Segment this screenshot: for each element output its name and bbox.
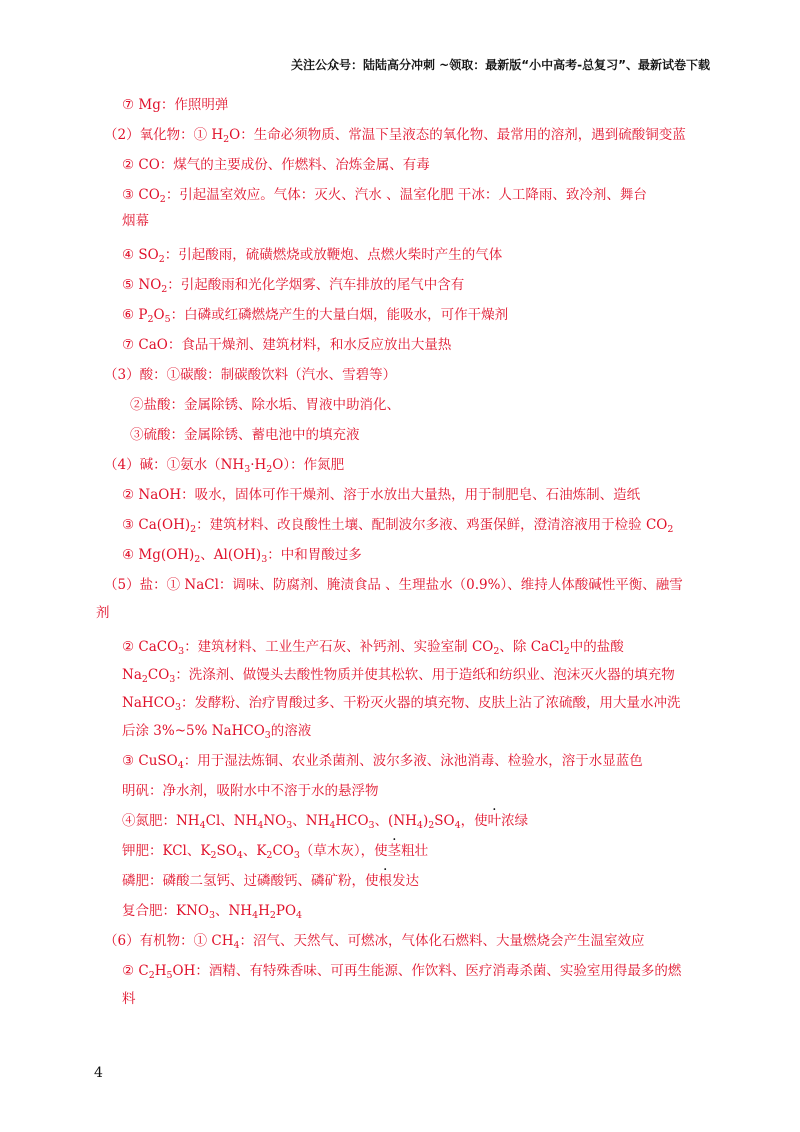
subscript: 2 (147, 314, 154, 325)
subscript: 3 (208, 910, 215, 921)
text-run: OH：酒精、有特殊香味、可再生能源、作饮料、医疗消毒杀菌、实验室用得最多的燃 (172, 963, 682, 979)
text-line (122, 989, 136, 1009)
subscript: 2 (269, 910, 276, 921)
subscript: 3 (293, 850, 300, 861)
subscript: 4 (233, 940, 240, 951)
text-run: ) (422, 813, 429, 829)
text-run: （4）碱：①氨水（NH (104, 457, 245, 473)
text-run: （5）盐：① NaCl：调味、防腐剂、腌渍食品 、生理盐水（0.9%）、维持人体酸碱性平衡、融雪 (104, 577, 683, 593)
subscript: 2 (667, 524, 674, 535)
subscript: 2 (266, 464, 273, 475)
text-line (122, 693, 681, 713)
subscript: 2 (148, 970, 155, 981)
subscript: 2 (159, 194, 166, 205)
subscript: 4 (257, 820, 264, 831)
emphasis-dot-char: 茎 (387, 843, 402, 859)
text-run: ：发酵粉、治疗胃酸过多、干粉灭火器的填充物、皮肤上沾了浓硫酸，用大量水冲洗 (181, 695, 681, 711)
subscript: 3 (175, 702, 182, 713)
text-line (122, 545, 362, 565)
text-run: ⑦ CaO：食品干燥剂、建筑材料，和水反应放出大量热 (122, 337, 452, 353)
text-run: ·H (250, 457, 267, 473)
text-run: SO (216, 843, 237, 859)
text-run: 、NH (214, 903, 253, 919)
text-line (122, 305, 508, 325)
text-run: 、除 CaCl (499, 639, 564, 655)
subscript: 2 (161, 284, 168, 295)
subscript: 3 (178, 646, 185, 657)
text-line (122, 841, 428, 861)
subscript: 4 (296, 910, 303, 921)
subscript: 3 (169, 674, 176, 685)
text-run: ④氮肥：NH (122, 813, 200, 829)
text-run: ② C (122, 963, 149, 979)
text-line (96, 603, 110, 623)
text-run: 钾肥：KCl、K (122, 843, 211, 859)
text-run: 、Al(OH) (200, 547, 262, 563)
text-line (122, 245, 502, 265)
text-run: ② CO：煤气的主要成份、作燃料、冶炼金属、有毒 (122, 157, 430, 173)
text-run: ：作照明弹 (160, 97, 229, 113)
subscript: 4 (454, 820, 461, 831)
text-run: ：引起温室效应。气体：灭火、汽水 、温室化肥 干冰：人工降雨、致冷剂、舞台 (165, 187, 647, 203)
text-run: ⑤ NO (122, 277, 162, 293)
text-run: 料 (122, 991, 136, 1007)
text-line (122, 211, 149, 231)
subscript: 3 (286, 820, 293, 831)
text-run: 粗壮 (401, 843, 429, 859)
text-run: 剂 (96, 605, 110, 621)
text-run: ：用于湿法炼铜、农业杀菌剂、波尔多液、泳池消毒、检验水，溶于水显蓝色 (183, 753, 643, 769)
page-number: 4 (94, 1065, 103, 1081)
text-run: （6）有机物：① CH (104, 933, 234, 949)
text-run: ：中和胃酸过多 (267, 547, 362, 563)
text-run: CO (147, 667, 170, 683)
text-line (122, 721, 311, 741)
text-run: NO (263, 813, 287, 829)
text-line (122, 871, 419, 891)
subscript: 3 (264, 730, 271, 741)
subscript: 4 (252, 910, 259, 921)
text-run: O (153, 307, 165, 323)
text-line (130, 395, 400, 415)
subscript: 2 (493, 646, 500, 657)
subscript: 2 (223, 134, 230, 145)
subscript: 2 (141, 674, 148, 685)
text-run: ：引起酸雨，硫磺燃烧或放鞭炮、点燃火柴时产生的气体 (164, 247, 503, 263)
text-run: ③ CO (122, 187, 160, 203)
text-line (104, 125, 686, 145)
text-line (122, 185, 647, 205)
text-line (122, 901, 302, 921)
text-run: SO (434, 813, 455, 829)
text-run: 明矾：净水剂，吸附水中不溶于水的悬浮物 (122, 783, 379, 799)
emphasis-dot-char: 根 (378, 873, 392, 889)
subscript: 2 (194, 554, 201, 565)
text-run: ② NaOH：吸水，固体可作干燥剂、溶于水放出大量热，用于制肥皂、石油炼制、造纸 (122, 487, 641, 503)
text-run: O）：作氮肥 (272, 457, 345, 473)
text-run: ④ Mg(OH) (122, 547, 195, 563)
text-run: O：生命必须物质、常温下呈液态的氧化物、最常用的溶剂，遇到硫酸铜变蓝 (229, 127, 686, 143)
text-line (122, 335, 451, 355)
text-run: ③ Ca(OH) (122, 517, 191, 533)
text-line (130, 425, 360, 445)
text-run: H (154, 963, 167, 979)
text-run: Na (122, 667, 142, 683)
text-line (122, 637, 624, 657)
text-line (122, 751, 643, 771)
text-run: 后涂 3%~5% NaHCO (122, 723, 265, 739)
text-line (122, 95, 228, 115)
subscript: 2 (190, 524, 197, 535)
text-run: 、NH (292, 813, 330, 829)
text-run: HCO (335, 813, 369, 829)
subscript: 2 (563, 646, 570, 657)
subscript: 2 (428, 820, 435, 831)
text-run: ：建筑材料、改良酸性土壤、配制波尔多液、鸡蛋保鲜，澄清溶液用于检验 CO (196, 517, 668, 533)
subscript: 3 (368, 820, 375, 831)
text-run: ，使 (460, 813, 488, 829)
subscript: 3 (261, 554, 268, 565)
text-run: 烟幕 (122, 213, 149, 229)
text-run: ②盐酸：金属除锈、除水垢、胃液中助消化、 (130, 397, 400, 413)
text-run: ：白磷或红磷燃烧产生的大量白烟，能吸水，可作干燥剂 (170, 307, 509, 323)
text-run: ③ CuSO (122, 753, 178, 769)
text-run: 的溶液 (270, 723, 312, 739)
subscript: 2 (158, 254, 165, 265)
subscript: 5 (164, 314, 171, 325)
text-line (122, 485, 640, 505)
text-run: 浓绿 (501, 813, 529, 829)
subscript: 4 (236, 850, 243, 861)
text-run: （3）酸：①碳酸：制碳酸饮料（汽水、雪碧等） (104, 367, 397, 383)
text-run: ③硫酸：金属除锈、蓄电池中的填充液 (130, 427, 360, 443)
text-run: CO (272, 843, 294, 859)
emphasis-dot-char: 叶 (487, 813, 502, 829)
text-run: PO (275, 903, 297, 919)
text-run: ：沼气、天然气、可燃冰，气体化石燃料、大量燃烧会产生温室效应 (239, 933, 645, 949)
text-line (104, 575, 683, 595)
text-run: ⑦ Mg (122, 97, 161, 113)
subscript: 2 (266, 850, 273, 861)
text-line (122, 961, 681, 981)
text-line (104, 455, 344, 475)
text-line (122, 515, 673, 535)
text-run: 、(NH (374, 813, 417, 829)
text-run: 磷肥：磷酸二氢钙、过磷酸钙、磷矿粉，使 (122, 873, 379, 889)
text-run: 复合肥：KNO (122, 903, 209, 919)
subscript: 4 (416, 820, 423, 831)
text-run: （2）氧化物：① H (104, 127, 224, 143)
subscript: 4 (177, 760, 184, 771)
text-run: （草木灰），使 (299, 843, 388, 859)
text-line (122, 275, 464, 295)
text-line (104, 365, 396, 385)
subscript: 4 (199, 820, 206, 831)
text-run: H (258, 903, 270, 919)
text-line (122, 781, 379, 801)
text-run: ④ SO (122, 247, 159, 263)
text-run: Cl、NH (205, 813, 258, 829)
text-line (122, 811, 528, 831)
text-line (122, 155, 430, 175)
text-line (104, 931, 645, 951)
text-run: ⑥ P (122, 307, 148, 323)
text-run: ：洗涤剂、做馒头去酸性物质并使其松软、用于造纸和纺织业、泡沫灭火器的填充物 (175, 667, 675, 683)
page-header: 关注公众号：陆陆高分冲刺 ~领取：最新版“小中高考-总复习”、最新试卷下载 (291, 58, 710, 72)
text-run: 、K (242, 843, 267, 859)
text-run: ② CaCO (122, 639, 179, 655)
text-run: 中的盐酸 (569, 639, 624, 655)
text-line (122, 665, 675, 685)
text-run: ：引起酸雨和光化学烟雾、汽车排放的尾气中含有 (167, 277, 465, 293)
subscript: 3 (244, 464, 251, 475)
text-run: NaHCO (122, 695, 176, 711)
subscript: 4 (329, 820, 336, 831)
text-run: ：建筑材料、工业生产石灰、补钙剂、实验室制 CO (184, 639, 494, 655)
text-run: 发达 (392, 873, 419, 889)
subscript: 5 (166, 970, 173, 981)
subscript: 2 (210, 850, 217, 861)
